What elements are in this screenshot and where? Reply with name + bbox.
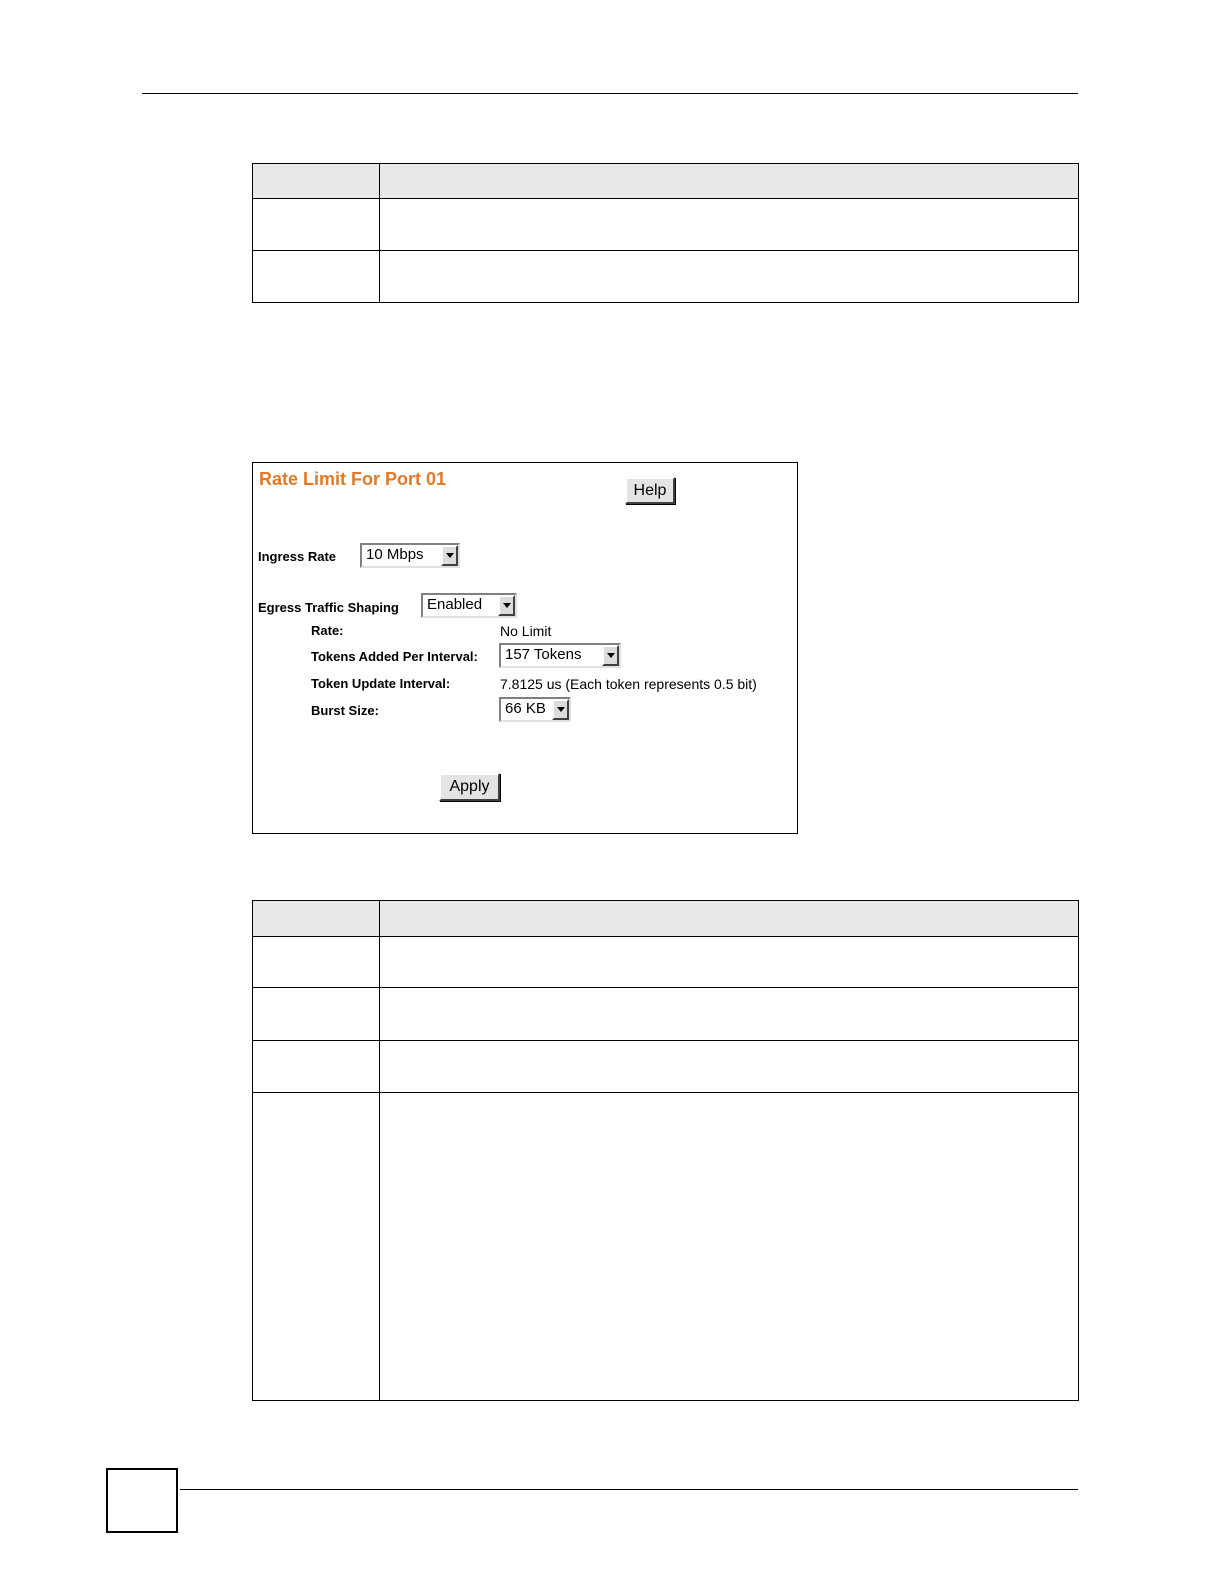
interval-label: Token Update Interval: — [311, 676, 451, 691]
rate-limit-screen — [252, 462, 798, 834]
egress-shaping-select[interactable] — [421, 593, 517, 618]
table-cell — [380, 251, 1079, 303]
chevron-down-icon — [441, 545, 458, 566]
table-cell — [380, 199, 1079, 251]
table-cell — [253, 1093, 380, 1401]
table-cell — [380, 1093, 1079, 1401]
footer-rule — [180, 1489, 1078, 1490]
table-header-row — [253, 164, 1079, 199]
table-cell — [253, 988, 380, 1041]
tokens-value: 157 Tokens — [505, 646, 582, 663]
table-row — [253, 199, 1079, 251]
ingress-rate-select[interactable] — [360, 543, 460, 568]
interval-value: 7.8125 us (Each token represents 0.5 bit) — [500, 676, 757, 692]
ingress-rate-label: Ingress Rate — [258, 549, 337, 564]
table-cell — [253, 1041, 380, 1093]
chevron-down-icon — [552, 699, 569, 720]
table-cell — [253, 199, 380, 251]
burst-size-label: Burst Size: — [311, 703, 379, 718]
table-cell — [380, 937, 1079, 988]
egress-shaping-label: Egress Traffic Shaping — [258, 600, 399, 615]
table-cell — [253, 937, 380, 988]
rate-value: No Limit — [500, 623, 552, 639]
table-row — [253, 937, 1079, 988]
chevron-down-icon — [498, 595, 515, 616]
description-table-bottom — [252, 900, 1079, 1401]
chevron-down-icon — [602, 645, 619, 666]
egress-shaping-value: Enabled — [427, 596, 483, 613]
burst-size-select[interactable] — [499, 697, 571, 722]
table-row — [253, 251, 1079, 303]
table-header-cell — [380, 164, 1079, 199]
screen-title: Rate Limit For Port 01 — [259, 469, 447, 489]
header-rule — [142, 93, 1078, 94]
rate-label: Rate: — [311, 623, 344, 638]
burst-size-value: 66 KB — [505, 700, 546, 717]
ingress-rate-value: 10 Mbps — [366, 546, 424, 563]
help-button[interactable]: Help — [625, 477, 675, 504]
tokens-label: Tokens Added Per Interval: — [311, 649, 478, 664]
table-row — [253, 988, 1079, 1041]
table-row — [253, 1041, 1079, 1093]
apply-button[interactable]: Apply — [439, 773, 500, 801]
tokens-select[interactable] — [499, 643, 621, 668]
description-table-top — [252, 163, 1079, 303]
table-header-cell — [380, 901, 1079, 937]
page-number-box — [106, 1468, 178, 1533]
table-header-cell — [253, 901, 380, 937]
table-header-cell — [253, 164, 380, 199]
table-cell — [380, 988, 1079, 1041]
table-cell — [380, 1041, 1079, 1093]
table-cell — [253, 251, 380, 303]
table-header-row — [253, 901, 1079, 937]
table-row — [253, 1093, 1079, 1401]
